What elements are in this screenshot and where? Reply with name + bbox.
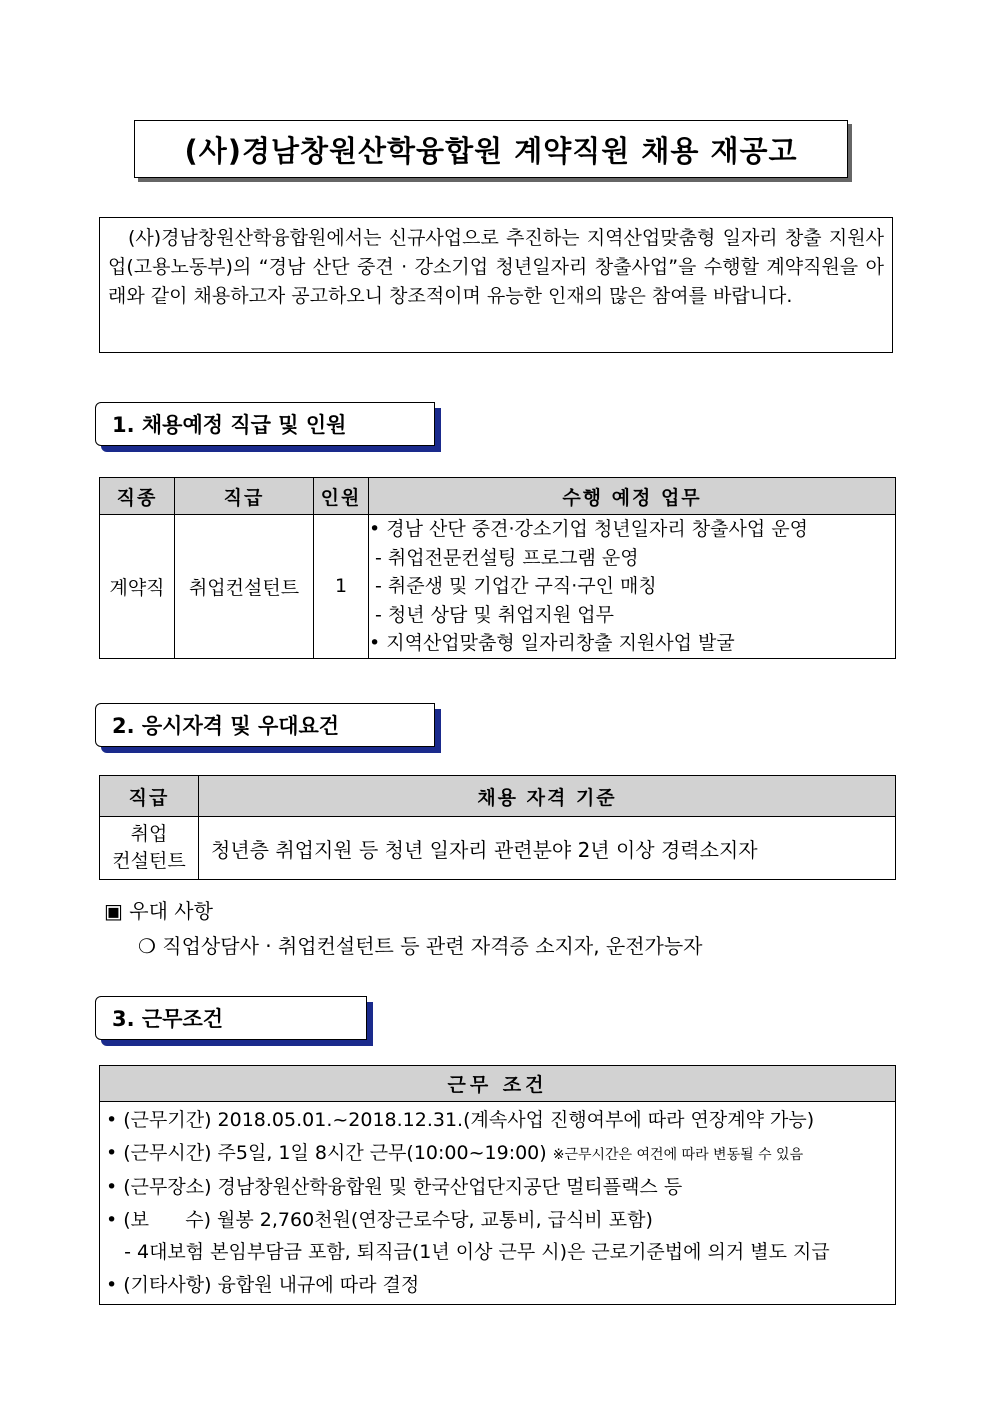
condition-item: • (근무기간) 2018.05.01.~2018.12.31.(계속사업 진행여부에 따라 연장계약 가능): [106, 1109, 815, 1131]
hours-note: ※근무시간은 여건에 따라 변동될 수 있음: [552, 1146, 804, 1163]
duty-item: - 취업전문컨설팅 프로그램 운영: [375, 546, 639, 569]
qualification-header-row: [100, 776, 896, 817]
qualification-table: [99, 775, 896, 880]
condition-item: • (보 수) 월봉 2,760천원(연장근로수당, 교통비, 급식비 포함): [106, 1208, 653, 1231]
duty-item: • 지역산업맞춤형 일자리창출 지원사업 발굴: [369, 632, 735, 655]
preference-title: ▣ 우대 사항: [104, 899, 213, 923]
condition-item: • (기타사항) 융합원 내규에 따라 결정: [106, 1273, 420, 1296]
grade-line: 컨설턴트: [112, 850, 186, 872]
cell-conditions: [100, 1102, 896, 1305]
table-row: [100, 515, 896, 659]
section2-heading: 2. 응시자격 및 우대요건: [95, 703, 435, 747]
header-duties: 수행 예정 업무: [369, 478, 896, 515]
header-grade: 직급: [100, 776, 199, 817]
condition-item: [106, 1137, 889, 1172]
header-criteria: 채용 자격 기준: [199, 776, 896, 817]
conditions-header-row: [100, 1066, 896, 1102]
cell-criteria: 청년층 취업지원 등 청년 일자리 관련분야 2년 이상 경력소지자: [199, 817, 896, 880]
header-count: 인원: [314, 478, 369, 515]
cell-type: 계약직: [100, 515, 175, 659]
conditions-table: [99, 1065, 896, 1305]
intro-paragraph: (사)경남창원산학융합원에서는 신규사업으로 추진하는 지역산업맞춤형 일자리 창출 지원사업(고용노동부)의 “경남 산단 중견 · 강소기업 청년일자리 창출사업”을 수행할 계약직원을 아래와 같이 채용하고자 공고하오니 창조적이며 유능한 인재의 많은 참여를 바랍니다.: [99, 217, 893, 353]
positions-header-row: [100, 478, 896, 515]
cell-count: 1: [314, 515, 369, 659]
condition-item: • (근무장소) 경남창원산학융합원 및 한국산업단지공단 멀티플랙스 등: [106, 1176, 683, 1199]
grade-line: 취업: [130, 823, 168, 845]
preference-item: ❍ 직업상담사 · 취업컨설턴트 등 관련 자격증 소지자, 운전가능자: [138, 934, 703, 958]
condition-text: • (근무시간) 주5일, 1일 8시간 근무(10:00~19:00): [106, 1141, 547, 1164]
header-conditions: 근무 조건: [100, 1066, 896, 1102]
section1-heading: 1. 채용예정 직급 및 인원: [95, 402, 435, 446]
cell-duties: [369, 515, 896, 659]
duty-item: • 경남 산단 중견·강소기업 청년일자리 창출사업 운영: [369, 518, 808, 540]
table-row: [100, 817, 896, 880]
preference-block: [104, 894, 703, 964]
condition-item: - 4대보험 본임부담금 포함, 퇴직금(1년 이상 근무 시)은 근로기준법에 의거 별도 지급: [112, 1241, 830, 1264]
page-title: (사)경남창원산학융합원 계약직원 채용 재공고: [134, 120, 848, 178]
header-grade: 직급: [175, 478, 314, 515]
section3-heading: 3. 근무조건: [95, 996, 367, 1040]
duty-item: - 취준생 및 기업간 구직·구인 매칭: [375, 575, 657, 598]
table-row: [100, 1102, 896, 1305]
cell-grade: 취업컨설턴트: [175, 515, 314, 659]
header-type: 직종: [100, 478, 175, 515]
duty-item: - 청년 상담 및 취업지원 업무: [375, 603, 614, 626]
positions-table: [99, 477, 896, 659]
cell-grade: [100, 817, 199, 880]
